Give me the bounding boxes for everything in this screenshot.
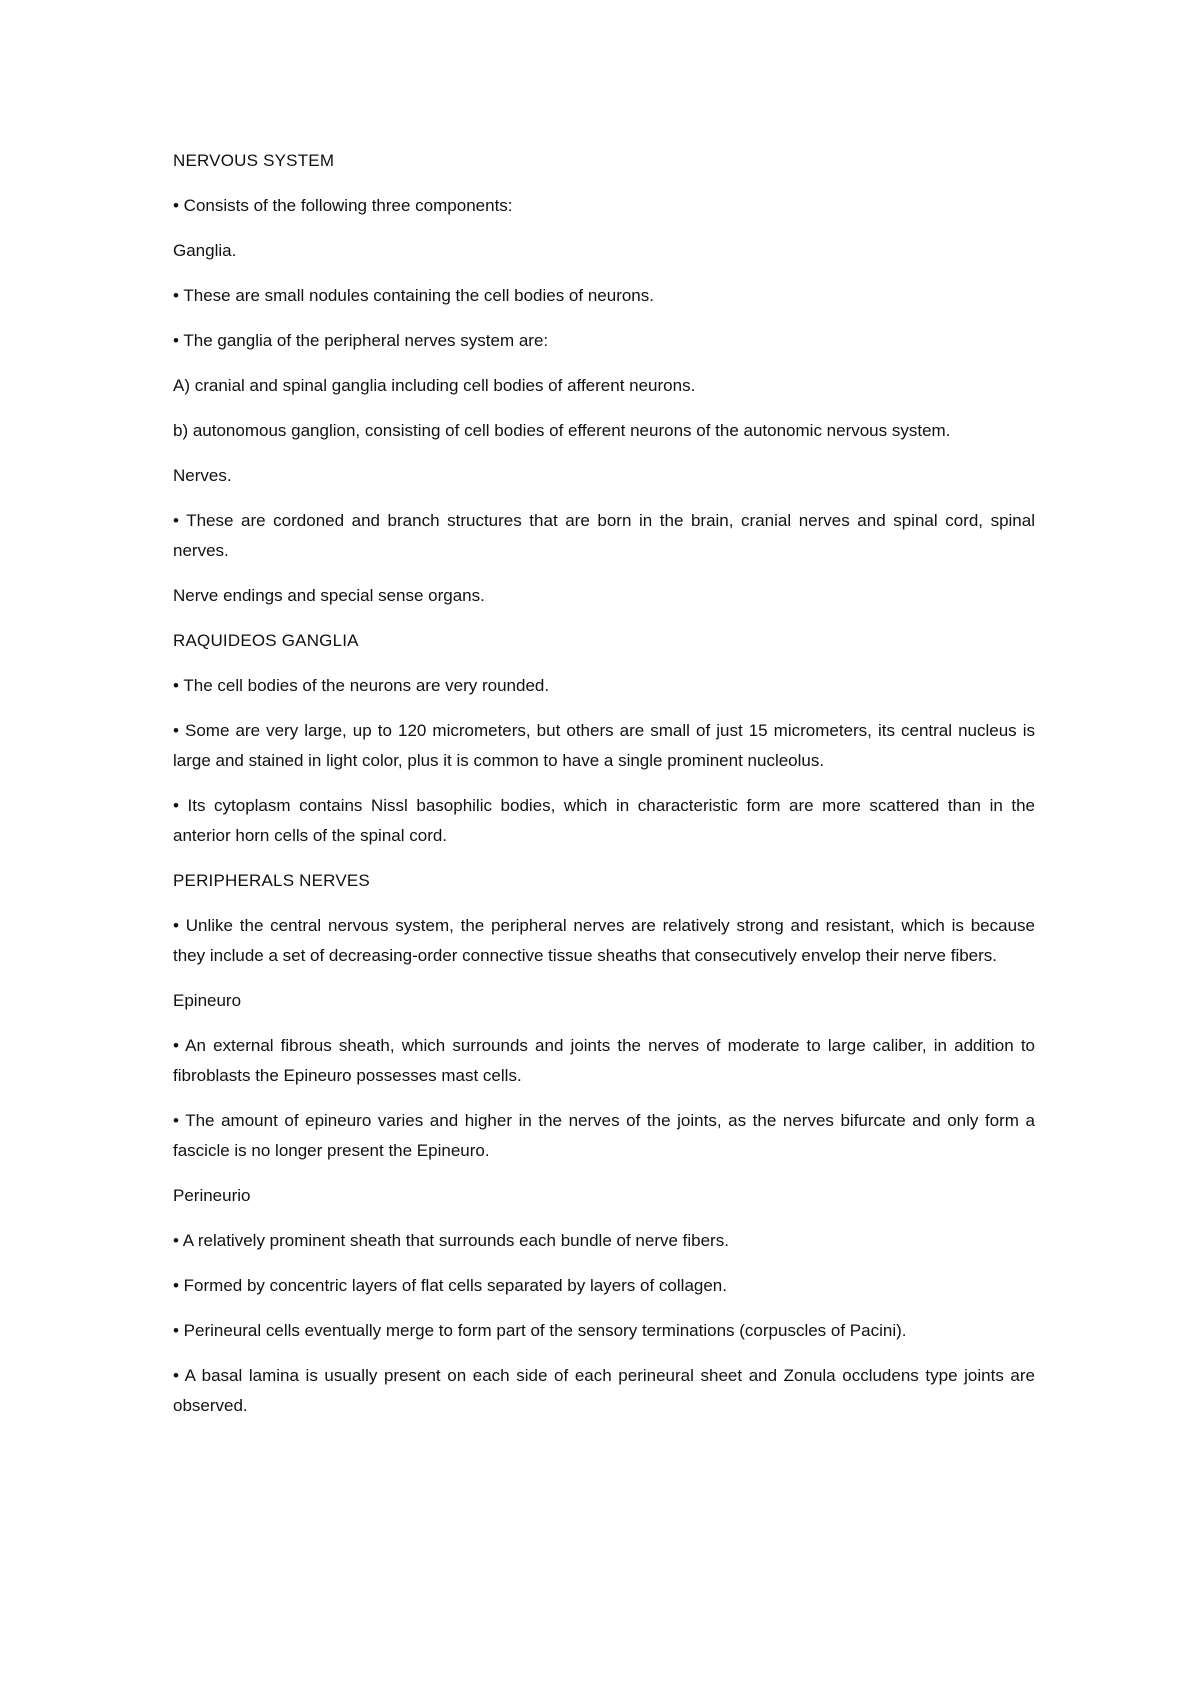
bullet-cell-size: • Some are very large, up to 120 micrometers, but others are small of just 15 micrometers, its central nucleus is large and stained in light color, plus it is common to have a single prominent nucleolus.	[173, 721, 1035, 770]
bullet-concentric-layers: • Formed by concentric layers of flat cells separated by layers of collagen.	[173, 1276, 727, 1295]
heading-raquideos-ganglia: RAQUIDEOS GANGLIA	[173, 631, 359, 650]
subheading-nerves: Nerves.	[173, 466, 232, 485]
bullet-perineural-cells: • Perineural cells eventually merge to form part of the sensory terminations (corpuscles of Pacini).	[173, 1321, 907, 1340]
bullet-nissl-bodies: • Its cytoplasm contains Nissl basophilic bodies, which in characteristic form are more scattered than in the anterior horn cells of the spinal cord.	[173, 796, 1035, 845]
bullet-consists-components: • Consists of the following three components:	[173, 196, 513, 215]
item-autonomous-ganglion: b) autonomous ganglion, consisting of cell bodies of efferent neurons of the autonomic nervous system.	[173, 421, 951, 440]
bullet-external-fibrous-sheath: • An external fibrous sheath, which surrounds and joints the nerves of moderate to large caliber, in addition to fibroblasts the Epineuro possesses mast cells.	[173, 1036, 1035, 1085]
bullet-small-nodules: • These are small nodules containing the cell bodies of neurons.	[173, 286, 654, 305]
bullet-basal-lamina: • A basal lamina is usually present on each side of each perineural sheet and Zonula occludens type joints are observed.	[173, 1366, 1035, 1415]
item-cranial-spinal-ganglia: A) cranial and spinal ganglia including cell bodies of afferent neurons.	[173, 376, 696, 395]
subheading-perineurio: Perineurio	[173, 1186, 251, 1205]
document-page	[173, 146, 1035, 1436]
subheading-epineuro: Epineuro	[173, 991, 242, 1010]
bullet-cordoned-structures: • These are cordoned and branch structures that are born in the brain, cranial nerves and spinal cord, spinal nerves.	[173, 511, 1035, 560]
bullet-rounded-cell-bodies: • The cell bodies of the neurons are very rounded.	[173, 676, 550, 695]
heading-nervous-system: NERVOUS SYSTEM	[173, 151, 335, 170]
subheading-ganglia: Ganglia.	[173, 241, 237, 260]
bullet-prominent-sheath: • A relatively prominent sheath that surrounds each bundle of nerve fibers.	[173, 1231, 729, 1250]
subheading-nerve-endings: Nerve endings and special sense organs.	[173, 586, 485, 605]
bullet-epineuro-amount: • The amount of epineuro varies and higher in the nerves of the joints, as the nerves bifurcate and only form a fascicle is no longer present the Epineuro.	[173, 1111, 1035, 1160]
bullet-peripheral-ganglia: • The ganglia of the peripheral nerves system are:	[173, 331, 549, 350]
heading-peripherals-nerves: PERIPHERALS NERVES	[173, 871, 370, 890]
bullet-peripheral-nerves-strength: • Unlike the central nervous system, the peripheral nerves are relatively strong and resistant, which is because they include a set of decreasing-order connective tissue sheaths that consecutively envelop their nerve fibers.	[173, 916, 1035, 965]
